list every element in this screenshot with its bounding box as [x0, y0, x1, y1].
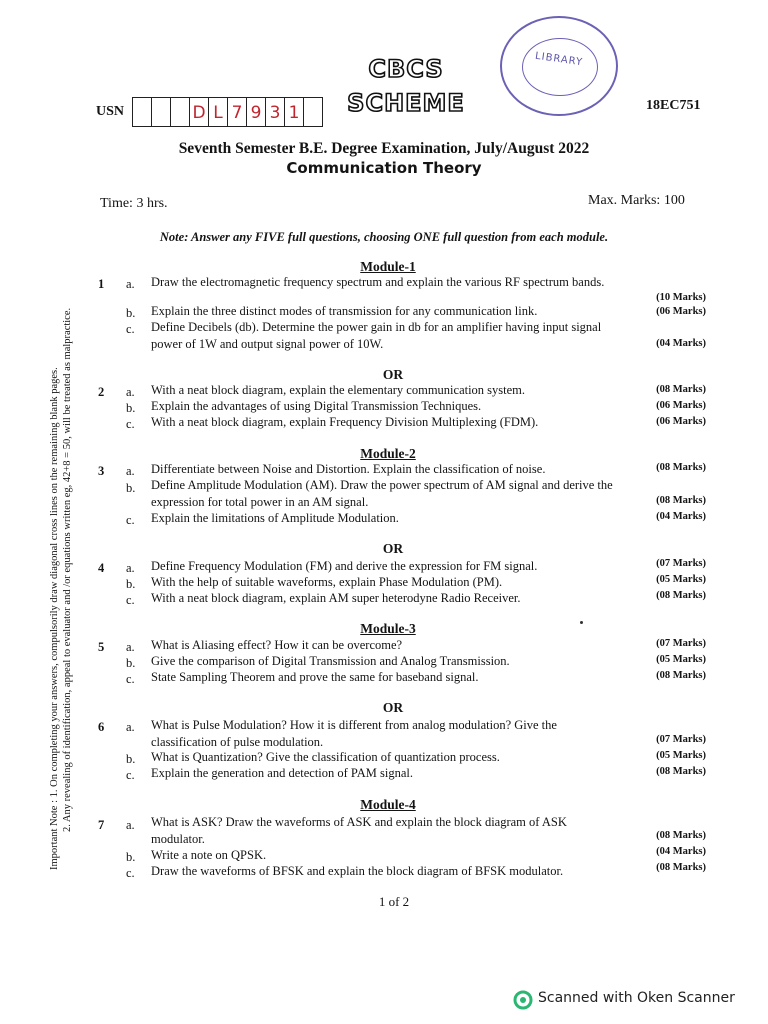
scanner-logo-icon [513, 990, 533, 1010]
scanner-watermark: Scanned with Oken Scanner [538, 990, 735, 1006]
part-letter: a. [126, 464, 135, 478]
part-letter: c. [126, 866, 135, 880]
question-text: With the help of suitable waveforms, explain Phase Modulation (PM). [151, 575, 503, 589]
question-text: Explain the generation and detection of PAM signal. [151, 766, 413, 780]
part-letter: b. [126, 577, 136, 591]
module-heading: Module-2 [360, 446, 416, 461]
question-text: What is ASK? Draw the waveforms of ASK and explain the block diagram of ASK [151, 815, 567, 829]
instructions-note: Note: Answer any FIVE full questions, choosing ONE full question from each module. [159, 230, 609, 244]
usn-box: 7 [227, 97, 247, 127]
marks: (10 Marks) [656, 292, 706, 303]
part-letter: c. [126, 672, 135, 686]
marks: (08 Marks) [656, 862, 706, 873]
part-letter: a. [126, 640, 135, 654]
usn-box [132, 97, 152, 127]
usn-box [303, 97, 323, 127]
library-stamp [500, 16, 618, 116]
usn-box: D [189, 97, 209, 127]
part-letter: a. [126, 385, 135, 399]
module-heading: Module-3 [360, 621, 416, 636]
usn-box [170, 97, 190, 127]
usn-box: 1 [284, 97, 304, 127]
question-number: 2 [98, 385, 105, 399]
question-number: 4 [98, 561, 105, 575]
part-letter: b. [126, 481, 136, 495]
question-text: Define Frequency Modulation (FM) and derive the expression for FM signal. [151, 559, 538, 573]
question-text: classification of pulse modulation. [151, 735, 324, 749]
marks: (05 Marks) [656, 750, 706, 761]
marks: (04 Marks) [656, 511, 706, 522]
marks: (08 Marks) [656, 830, 706, 841]
or-separator: OR [382, 541, 404, 556]
question-text: What is Quantization? Give the classification of quantization process. [151, 750, 500, 764]
usn-box: 3 [265, 97, 285, 127]
part-letter: c. [126, 322, 135, 336]
question-text: Define Decibels (db). Determine the power gain in db for an amplifier having input signal [151, 320, 602, 334]
subject-code: 18EC751 [646, 98, 701, 113]
usn-box [151, 97, 171, 127]
part-letter: c. [126, 593, 135, 607]
part-letter: b. [126, 306, 136, 320]
usn-box: 9 [246, 97, 266, 127]
marks: (06 Marks) [656, 306, 706, 317]
question-text: expression for total power in an AM signal. [151, 495, 369, 509]
question-text: What is Pulse Modulation? How it is different from analog modulation? Give the [151, 718, 557, 732]
usn-label: USN [96, 104, 125, 119]
question-text: modulator. [151, 832, 205, 846]
marks: (07 Marks) [656, 558, 706, 569]
question-text: Draw the waveforms of BFSK and explain the block diagram of BFSK modulator. [151, 864, 564, 878]
question-number: 3 [98, 464, 105, 478]
module-heading: Module-4 [360, 797, 416, 812]
question-text: power of 1W and output signal power of 10W. [151, 337, 384, 351]
part-letter: a. [126, 720, 135, 734]
marks: (05 Marks) [656, 654, 706, 665]
question-text: State Sampling Theorem and prove the same for baseband signal. [151, 670, 479, 684]
part-letter: b. [126, 752, 136, 766]
question-number: 5 [98, 640, 105, 654]
marks: (04 Marks) [656, 846, 706, 857]
side-note-line: 2. Any revealing of identification, appeal to evaluator and /or equations written eg, 42+8 = 50, will be treated as malpractice. [62, 307, 73, 832]
marks: (06 Marks) [656, 416, 706, 427]
part-letter: b. [126, 850, 136, 864]
marks: (04 Marks) [656, 338, 706, 349]
part-letter: c. [126, 768, 135, 782]
marks: (07 Marks) [656, 638, 706, 649]
part-letter: b. [126, 401, 136, 415]
marks: (08 Marks) [656, 495, 706, 506]
or-separator: OR [382, 700, 404, 715]
part-letter: c. [126, 513, 135, 527]
marks: (08 Marks) [656, 590, 706, 601]
marks: (08 Marks) [656, 462, 706, 473]
exam-title: Seventh Semester B.E. Degree Examination, July/August 2022 [178, 140, 590, 157]
part-letter: a. [126, 818, 135, 832]
usn-box: L [208, 97, 228, 127]
question-number: 7 [98, 818, 105, 832]
module-heading: Module-1 [360, 259, 416, 274]
question-text: Define Amplitude Modulation (AM). Draw the power spectrum of AM signal and derive the [151, 478, 613, 492]
max-marks: Max. Marks: 100 [588, 193, 685, 208]
marks: (08 Marks) [656, 384, 706, 395]
side-note-line: Important Note : 1. On completing your answers, compulsorily draw diagonal cross lines on the remaining blank pages. [49, 367, 60, 870]
question-number: 1 [98, 277, 105, 291]
exam-duration: Time: 3 hrs. [100, 196, 168, 211]
marks: (05 Marks) [656, 574, 706, 585]
question-text: Explain the limitations of Amplitude Modulation. [151, 511, 399, 525]
scheme-banner: CBCS SCHEME [347, 55, 465, 117]
or-separator: OR [382, 367, 404, 382]
marks: (08 Marks) [656, 670, 706, 681]
question-text: Draw the electromagnetic frequency spectrum and explain the various RF spectrum bands. [151, 275, 605, 289]
question-text: With a neat block diagram, explain AM super heterodyne Radio Receiver. [151, 591, 521, 605]
subject-title: Communication Theory [286, 159, 482, 177]
question-text: With a neat block diagram, explain Frequency Division Multiplexing (FDM). [151, 415, 539, 429]
part-letter: a. [126, 277, 135, 291]
question-text: Give the comparison of Digital Transmission and Analog Transmission. [151, 654, 510, 668]
part-letter: a. [126, 561, 135, 575]
question-text: Explain the advantages of using Digital Transmission Techniques. [151, 399, 482, 413]
marks: (06 Marks) [656, 400, 706, 411]
marks: (08 Marks) [656, 766, 706, 777]
page-number: 1 of 2 [378, 894, 410, 909]
question-text: Write a note on QPSK. [151, 848, 267, 862]
question-text: Explain the three distinct modes of transmission for any communication link. [151, 304, 538, 318]
question-text: What is Aliasing effect? How it can be overcome? [151, 638, 403, 652]
part-letter: c. [126, 417, 135, 431]
question-text: With a neat block diagram, explain the elementary communication system. [151, 383, 526, 397]
stamp-label: LIBRARY [534, 50, 584, 69]
question-number: 6 [98, 720, 105, 734]
question-text: Differentiate between Noise and Distortion. Explain the classification of noise. [151, 462, 546, 476]
marks: (07 Marks) [656, 734, 706, 745]
part-letter: b. [126, 656, 136, 670]
